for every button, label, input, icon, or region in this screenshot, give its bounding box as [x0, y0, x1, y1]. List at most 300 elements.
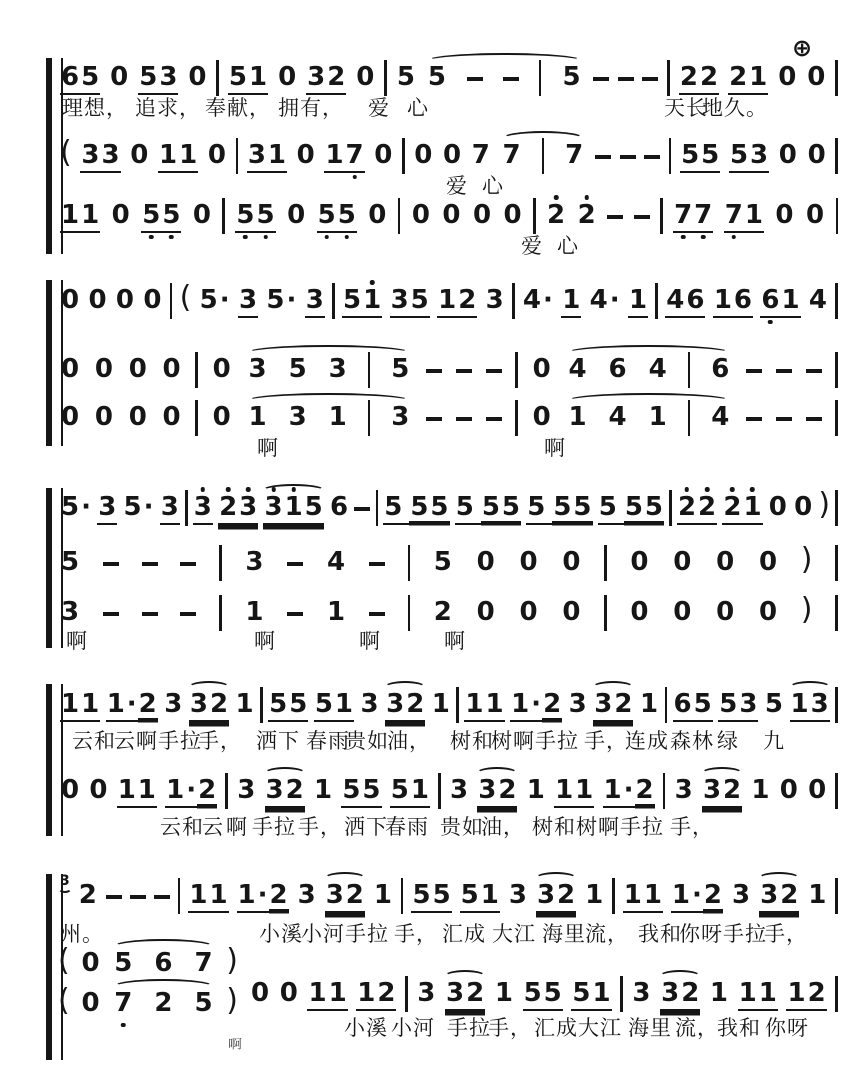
- note-token: [680, 142, 720, 173]
- dash-note: [142, 562, 158, 566]
- note-token: [328, 356, 348, 383]
- barline: [368, 352, 371, 388]
- dot-after: ·: [257, 880, 268, 910]
- note-digit: 0: [192, 200, 211, 230]
- note-token: [671, 882, 723, 913]
- note-digit: 0: [443, 140, 462, 170]
- note-digit: 4: [522, 285, 541, 315]
- barline: [405, 976, 408, 1012]
- note-digit: 3: [732, 880, 751, 910]
- lyric-syllable: 啊手拉: [513, 729, 579, 753]
- note-digit: 0: [807, 62, 826, 92]
- note-digit: 3: [674, 775, 693, 805]
- note-digit: 0: [296, 140, 315, 170]
- lyric-syllable: 心: [407, 96, 429, 120]
- dash-note: [180, 562, 196, 566]
- note-token: [759, 882, 799, 913]
- notation-line: [60, 542, 838, 581]
- note-digit: 4: [808, 285, 827, 315]
- note-digit: 7: [194, 948, 213, 978]
- note-digit: 2: [345, 880, 364, 910]
- note-token: [306, 64, 346, 95]
- note-token: [718, 691, 758, 722]
- barline: [376, 490, 379, 526]
- note-token: [162, 356, 182, 383]
- note-token: [677, 494, 717, 525]
- note-token: [561, 549, 581, 576]
- note-token: [571, 980, 611, 1011]
- note-digit: 1: [284, 492, 303, 522]
- note-token: [263, 494, 323, 525]
- note-digit: 0: [374, 140, 393, 170]
- note-digit: 0: [673, 547, 692, 577]
- note-digit: 5: [572, 978, 591, 1008]
- note-digit: 3: [297, 880, 316, 910]
- note-token: [128, 356, 148, 383]
- barline: [456, 687, 459, 723]
- note-digit: 0: [287, 200, 306, 230]
- note-digit: 1: [603, 775, 622, 805]
- note-digit: 2: [635, 775, 654, 805]
- note-digit: 1: [373, 880, 392, 910]
- lyric-syllable: 小溪: [344, 1016, 388, 1040]
- note-token: [608, 356, 628, 383]
- note-digit: 7: [694, 200, 713, 230]
- barline: [195, 400, 198, 436]
- note-digit: 5: [410, 285, 429, 315]
- lyric-syllable: 手，: [298, 815, 342, 839]
- note-token: [113, 990, 133, 1017]
- barline: [612, 878, 615, 914]
- note-digit: 0: [775, 200, 794, 230]
- lyric-syllable: 大江: [578, 1016, 622, 1040]
- note-token: [589, 287, 621, 314]
- note-digit: 2: [209, 689, 229, 719]
- note-digit: 3: [446, 978, 465, 1008]
- note-digit: 0: [162, 402, 181, 432]
- note-digit: 2: [679, 62, 698, 92]
- note-digit: 1: [758, 978, 777, 1008]
- note-digit: 0: [212, 402, 231, 432]
- lyric-syllable: 油，: [481, 815, 525, 839]
- note-token: [441, 202, 461, 229]
- note-digit: 0: [794, 492, 813, 522]
- note-digit: 0: [673, 597, 692, 627]
- lyric-syllable: 洒下: [344, 815, 388, 839]
- note-digit: 5: [701, 140, 720, 170]
- note-digit: 1: [585, 880, 604, 910]
- note-digit: 2: [614, 689, 633, 719]
- note-digit: 5: [729, 140, 749, 170]
- note-digit: 4: [568, 354, 587, 384]
- note-digit: 1: [743, 492, 762, 522]
- note-digit: 7: [114, 988, 133, 1018]
- note-digit: 1: [787, 978, 806, 1008]
- note-digit: 0: [115, 285, 134, 315]
- dash-note: [142, 612, 158, 616]
- note-digit: 5: [427, 62, 446, 92]
- note-digit: 1: [179, 140, 198, 170]
- note-digit: 1: [328, 402, 347, 432]
- note-digit: 3: [248, 354, 267, 384]
- note-digit: 0: [61, 775, 80, 805]
- barline: [835, 773, 838, 809]
- note-digit: 2: [698, 492, 717, 522]
- note-digit: 0: [188, 62, 207, 92]
- note-token: [189, 691, 229, 722]
- note-token: [207, 142, 227, 169]
- note-digit: 7: [502, 140, 521, 170]
- barline: [438, 773, 441, 809]
- note-digit: 4: [666, 285, 685, 315]
- note-digit: 1: [61, 200, 80, 230]
- note-token: [608, 404, 628, 431]
- lyric-syllable: 啊: [228, 1037, 243, 1053]
- note-token: [710, 356, 730, 383]
- note-digit: 3: [325, 880, 344, 910]
- note-digit: 5: [139, 62, 158, 92]
- notation-line: [58, 943, 238, 978]
- note-digit: 0: [278, 62, 297, 92]
- note-digit: 3: [386, 689, 405, 719]
- lyric-syllable: 流，: [585, 922, 629, 946]
- note-token: [115, 287, 135, 314]
- note-digit: 0: [414, 140, 433, 170]
- dash-note: [806, 369, 822, 373]
- dash-note: [130, 895, 146, 899]
- note-digit: 3: [238, 285, 258, 315]
- lyric-syllable: 连成: [625, 729, 669, 753]
- note-token: [192, 202, 212, 229]
- note-token: [187, 64, 207, 91]
- note-token: [390, 356, 410, 383]
- note-digit: 5: [693, 689, 712, 719]
- note-digit: 0: [411, 200, 430, 230]
- note-token: [806, 64, 826, 91]
- note-digit: 2: [729, 62, 748, 92]
- note-token: [731, 882, 751, 909]
- note-digit: 0: [356, 62, 375, 92]
- note-token: [106, 691, 158, 722]
- note-token: [561, 64, 581, 91]
- lyric-syllable: 云和: [160, 815, 204, 839]
- note-digit: 1: [61, 689, 80, 719]
- parenthesis: ): [800, 542, 813, 577]
- note-digit: 3: [702, 775, 722, 805]
- note-token: [188, 882, 228, 913]
- lyric-syllable: 九: [763, 729, 785, 753]
- note-digit: 5: [390, 775, 409, 805]
- note-token: [277, 64, 297, 91]
- note-token: [623, 882, 663, 913]
- note-digit: 3: [739, 689, 758, 719]
- note-digit: 5: [543, 978, 562, 1008]
- lyric-syllable: 手，: [670, 815, 714, 839]
- note-token: [390, 404, 410, 431]
- note-digit: 3: [81, 140, 100, 170]
- barline: [178, 878, 181, 914]
- note-digit: 0: [279, 978, 298, 1008]
- dot-after: ·: [286, 285, 297, 315]
- note-token: [807, 882, 827, 909]
- lyric-syllable: 春雨: [385, 815, 429, 839]
- note-digit: 3: [307, 62, 326, 92]
- barline: [398, 198, 401, 234]
- note-digit: 2: [677, 492, 697, 522]
- note-token: [554, 777, 594, 808]
- note-token: [472, 202, 492, 229]
- lyric-syllable: 小溪: [259, 922, 303, 946]
- note-digit: 5: [199, 285, 218, 315]
- note-token: [503, 202, 523, 229]
- lyric-syllable: 云和: [72, 729, 116, 753]
- note-token: [598, 494, 664, 525]
- dash-note: [103, 562, 119, 566]
- note-digit: 5: [384, 492, 403, 522]
- note-token: [383, 494, 449, 525]
- note-token: [455, 494, 521, 525]
- note-digit: 3: [390, 285, 409, 315]
- note-digit: 1: [485, 689, 504, 719]
- barline: [669, 490, 672, 526]
- note-token: [411, 882, 451, 913]
- parenthesis: (: [60, 135, 72, 170]
- note-digit: 0: [532, 402, 551, 432]
- note-digit: 1: [790, 689, 809, 719]
- note-token: [307, 980, 347, 1011]
- note-digit: 3: [164, 689, 183, 719]
- note-digit: 0: [476, 547, 495, 577]
- note-token: [328, 404, 348, 431]
- note-digit: 1: [781, 285, 800, 315]
- note-digit: 1: [159, 140, 178, 170]
- barline: [688, 352, 691, 388]
- note-digit: 1: [648, 402, 667, 432]
- lyric-syllable: 啊: [254, 629, 276, 653]
- note-digit: 2: [78, 880, 97, 910]
- note-digit: 3: [594, 689, 613, 719]
- note-digit: 2: [433, 597, 452, 627]
- note-token: [660, 980, 700, 1011]
- note-digit: 2: [547, 200, 566, 230]
- note-token: [728, 64, 768, 95]
- note-digit: 0: [758, 597, 778, 627]
- note-token: [355, 64, 375, 91]
- note-digit: 4: [589, 285, 608, 315]
- note-digit: 5: [624, 492, 643, 522]
- note-digit: 5: [432, 880, 451, 910]
- note-digit: 1: [308, 978, 327, 1008]
- note-token: [228, 64, 268, 95]
- notation-line: [60, 487, 838, 526]
- note-digit: 0: [128, 354, 147, 384]
- note-token: [199, 287, 231, 314]
- note-digit: 2: [557, 880, 576, 910]
- note-token: [672, 599, 692, 626]
- note-token: [729, 142, 769, 173]
- note-digit: 0: [716, 547, 735, 577]
- barline: [401, 878, 404, 914]
- note-token: [360, 691, 380, 718]
- note-token: [603, 777, 655, 808]
- note-token: [710, 404, 730, 431]
- note-token: [324, 142, 364, 173]
- note-token: [288, 404, 308, 431]
- note-digit: 0: [630, 547, 649, 577]
- note-digit: 7: [724, 200, 743, 230]
- note-token: [758, 599, 778, 626]
- note-digit: 3: [568, 689, 587, 719]
- note-token: [165, 777, 217, 808]
- lyric-syllable: 爱: [446, 174, 468, 198]
- note-token: [326, 599, 346, 626]
- note-token: [790, 691, 830, 722]
- note-token: [510, 691, 562, 722]
- note-token: [341, 777, 381, 808]
- note-token: [564, 142, 584, 169]
- note-digit: 3: [160, 492, 179, 522]
- note-token: [738, 980, 778, 1011]
- note-token: [433, 599, 453, 626]
- barline: [660, 198, 663, 234]
- note-token: [317, 202, 357, 233]
- note-token: [193, 494, 213, 525]
- note-token: [518, 599, 538, 626]
- note-digit: 1: [326, 597, 346, 627]
- note-digit: 1: [248, 402, 267, 432]
- barline: [604, 545, 607, 581]
- dot-after: ·: [623, 775, 634, 805]
- barline: [542, 138, 545, 174]
- note-token: [314, 691, 354, 722]
- barline: [835, 490, 838, 526]
- note-token: [672, 549, 692, 576]
- note-digit: 1: [639, 689, 659, 719]
- notation-line: [60, 777, 838, 809]
- note-digit: 2: [543, 689, 562, 719]
- note-token: [80, 142, 120, 173]
- note-digit: 5: [396, 62, 415, 92]
- note-digit: 0: [778, 62, 797, 92]
- note-digit: 1: [671, 880, 691, 910]
- lyric-syllable: 手，: [584, 729, 628, 753]
- note-digit: 5: [523, 978, 542, 1008]
- note-token: [561, 599, 581, 626]
- note-digit: 1: [480, 880, 499, 910]
- note-digit: 0: [805, 200, 825, 230]
- note-token: [296, 142, 316, 169]
- note-digit: 2: [723, 492, 742, 522]
- note-digit: 6: [733, 285, 752, 315]
- barline: [515, 400, 518, 436]
- note-token: [629, 549, 649, 576]
- note-token: [235, 202, 275, 233]
- dash-note: [776, 369, 792, 373]
- lyric-syllable: 春雨: [306, 729, 350, 753]
- dash-note: [154, 895, 170, 899]
- note-digit: 2: [807, 978, 826, 1008]
- barline: [185, 490, 188, 526]
- notation-line: [250, 980, 838, 1012]
- note-token: [807, 777, 827, 804]
- barline: [225, 773, 228, 809]
- lyric-syllable: 心: [482, 174, 504, 198]
- note-digit: 1: [325, 140, 344, 170]
- note-token: [532, 404, 552, 431]
- dash-note: [180, 612, 196, 616]
- note-digit: 0: [81, 988, 100, 1018]
- lyric-syllable: 大江: [492, 922, 536, 946]
- note-digit: 0: [442, 200, 461, 230]
- note-digit: 0: [212, 354, 231, 384]
- barline: [408, 545, 411, 581]
- dot-after: ·: [126, 689, 137, 719]
- note-token: [279, 980, 299, 1007]
- note-digit: 1: [106, 689, 125, 719]
- barline: [216, 60, 219, 96]
- note-token: [460, 882, 500, 913]
- note-token: [628, 287, 648, 318]
- note-digit: 5: [553, 492, 572, 522]
- lyric-syllable: 拥有，: [278, 96, 344, 120]
- note-digit: 0: [130, 140, 149, 170]
- lyric-syllable: 森林: [670, 729, 714, 753]
- note-digit: 1: [494, 978, 513, 1008]
- note-token: [390, 287, 430, 318]
- note-digit: 5: [314, 689, 333, 719]
- note-token: [648, 356, 668, 383]
- lyric-syllable: 天长: [664, 96, 708, 120]
- notation-line: [60, 356, 838, 388]
- note-digit: 5: [228, 62, 247, 92]
- note-digit: 5: [562, 62, 581, 92]
- note-digit: 2: [703, 880, 722, 910]
- note-token: [724, 202, 764, 233]
- note-digit: 0: [94, 354, 113, 384]
- lyric-syllable: 汇成: [534, 1016, 578, 1040]
- note-token: [750, 777, 770, 804]
- note-digit: 1: [575, 775, 594, 805]
- dash-note: [776, 417, 792, 421]
- note-token: [508, 882, 528, 909]
- dash-note: [746, 369, 762, 373]
- note-token: [313, 777, 333, 804]
- dash-note: [607, 215, 623, 219]
- note-token: [109, 64, 129, 91]
- lyric-syllable: 树: [576, 815, 598, 839]
- note-token: [158, 142, 198, 173]
- lyric-syllable: 手，: [488, 1016, 532, 1040]
- note-digit: 1: [189, 880, 208, 910]
- note-digit: 5: [337, 200, 356, 230]
- note-digit: 5: [317, 200, 336, 230]
- note-digit: 1: [629, 285, 648, 315]
- note-token: [709, 980, 729, 1007]
- note-token: [567, 356, 587, 383]
- barline: [835, 283, 838, 319]
- note-token: [768, 494, 788, 521]
- dot-after: ·: [219, 285, 230, 315]
- note-token: [665, 287, 705, 318]
- note-digit: 7: [471, 140, 490, 170]
- note-digit: 6: [329, 492, 349, 522]
- note-digit: 1: [511, 689, 530, 719]
- note-digit: 5: [142, 200, 161, 230]
- lyric-syllable: 洒下: [256, 729, 300, 753]
- note-digit: 3: [193, 492, 212, 522]
- note-token: [567, 404, 587, 431]
- dash-note: [642, 77, 658, 81]
